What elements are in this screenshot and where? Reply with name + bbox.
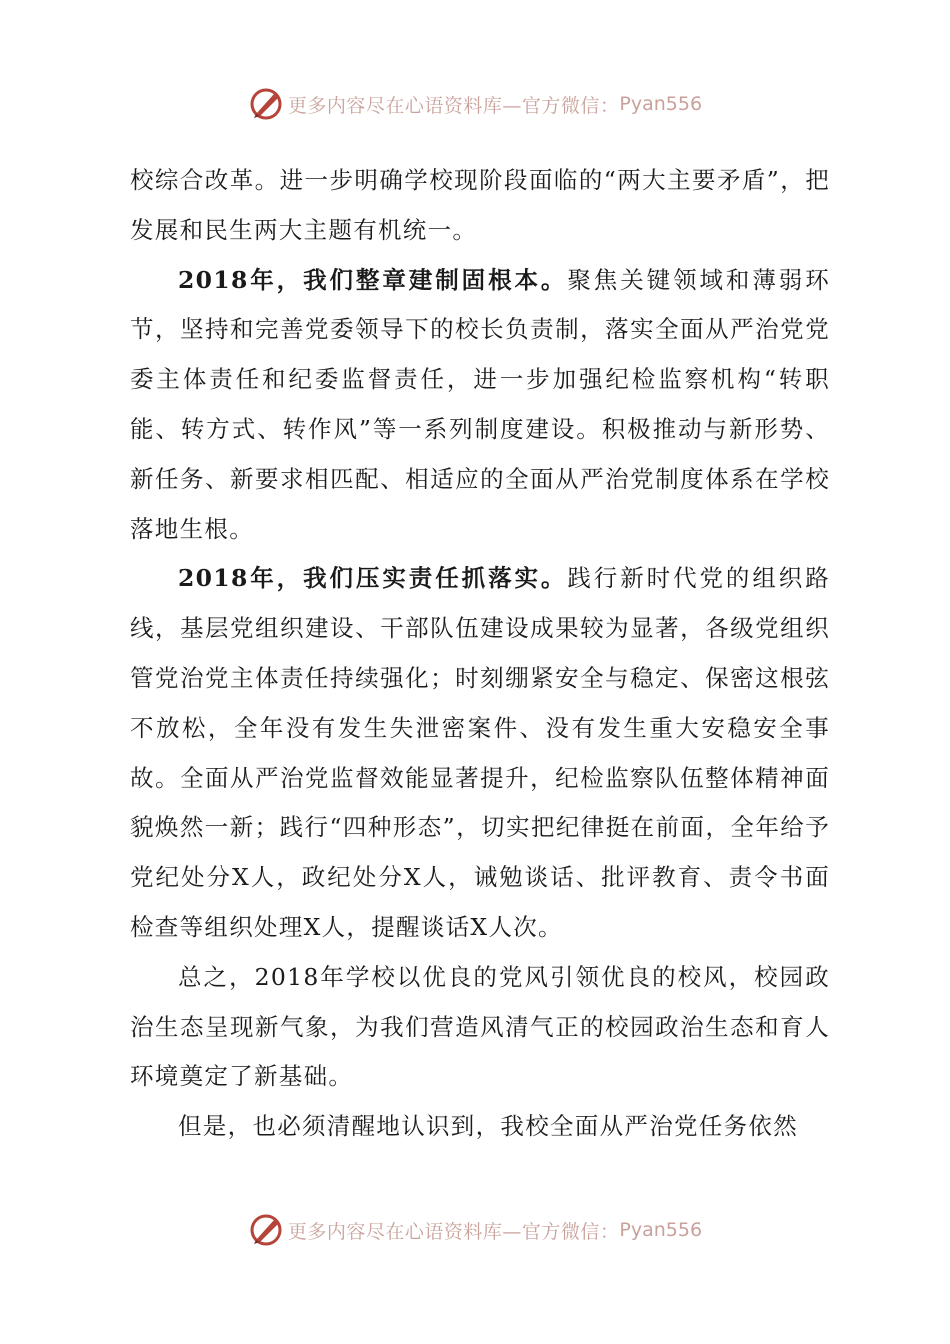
document-body (130, 156, 830, 1152)
header-banner-text: 更多内容尽在心语资料库—官方微信： (287, 94, 620, 117)
paragraph-5 (130, 1102, 830, 1152)
header-banner-brand: Pyan556 (619, 93, 703, 115)
footer-banner (0, 1210, 950, 1250)
paragraph-2-body: 聚焦关键领域和薄弱环节，坚持和完善党委领导下的校长负责制，落实全面从严治党党委主体责任和纪委监督责任，进一步加强纪检监察机构“转职能、转方式、转作风”等一系列制度建设。积极推动与新形势、新任务、新要求相匹配、相适应的全面从严治党制度体系在学校落地生根。 (130, 265, 830, 543)
paragraph-1-body: 校综合改革。进一步明确学校现阶段面临的“两大主要矛盾”，把发展和民生两大主题有机统一。 (130, 166, 830, 244)
paragraph-4-body: 总之，2018年学校以优良的党风引领优良的校风，校园政治生态呈现新气象，为我们营造风清气正的校园政治生态和育人环境奠定了新基础。 (130, 962, 830, 1091)
header-banner (0, 84, 950, 124)
footer-banner-brand: Pyan556 (619, 1219, 703, 1241)
paragraph-3-lead: 2018年，我们压实责任抓落实。 (178, 564, 568, 593)
paragraph-1 (130, 156, 830, 256)
paragraph-2-lead: 2018年，我们整章建制固根本。 (178, 265, 568, 294)
pen-logo-icon (248, 86, 284, 122)
paragraph-3 (130, 554, 830, 952)
paragraph-4 (130, 953, 830, 1102)
paragraph-5-body: 但是，也必须清醒地认识到，我校全面从严治党任务依然 (178, 1112, 798, 1141)
footer-banner-text: 更多内容尽在心语资料库—官方微信： (287, 1220, 620, 1243)
paragraph-3-body: 践行新时代党的组织路线，基层党组织建设、干部队伍建设成果较为显著，各级党组织管党治党主体责任持续强化；时刻绷紧安全与稳定、保密这根弦不放松，全年没有发生失泄密案件、没有发生重大安稳安全事故。全面从严治党监督效能显著提升，纪检监察队伍整体精神面貌焕然一新；践行“四种形态”，切实把纪律挺在前面，全年给予党纪处分X人，政纪处分X人，诫勉谈话、批评教育、责令书面检查等组织处理X人，提醒谈话X人次。 (130, 564, 830, 941)
paragraph-2 (130, 256, 830, 555)
pen-logo-icon (248, 1212, 284, 1248)
